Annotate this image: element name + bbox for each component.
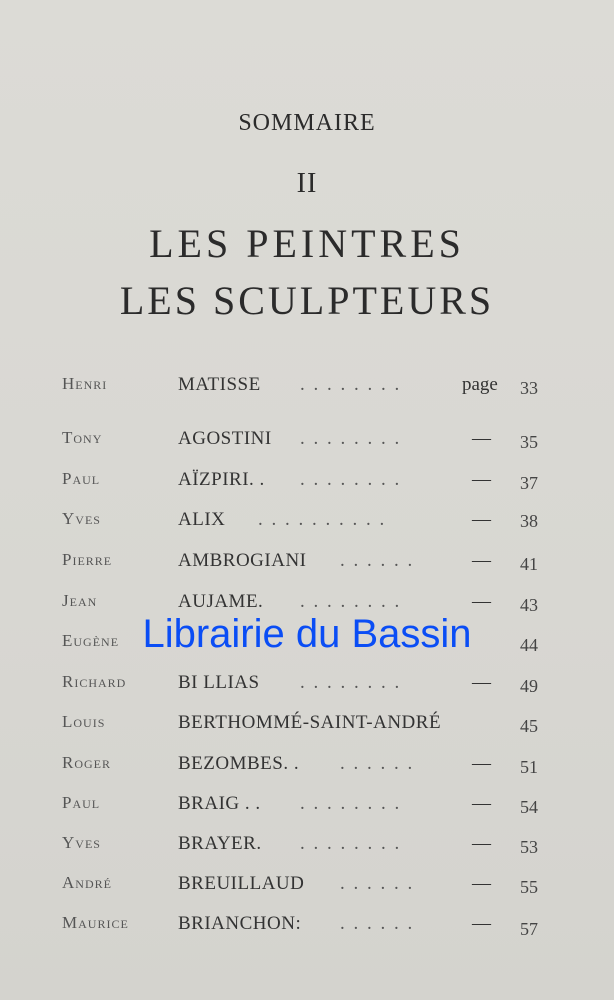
page-marker: — (472, 833, 491, 854)
last-name: AÏZPIRI. . (178, 469, 265, 490)
dot-leader: . . . . . . . . (300, 833, 402, 854)
page-marker: — (472, 550, 491, 571)
toc-entry (0, 753, 614, 783)
page-marker: — (472, 873, 491, 894)
last-name: BI LLIAS (178, 672, 260, 693)
first-name: Pierre (62, 550, 113, 569)
last-name: BERTHOMMÉ-SAINT-ANDRÉ (178, 712, 442, 733)
toc-entry (0, 550, 614, 580)
dot-leader: . . . . . . (340, 913, 415, 934)
page-number: 55 (520, 877, 538, 897)
page-number: 38 (520, 511, 538, 531)
page-marker: — (472, 753, 491, 774)
first-name: Henri (62, 374, 108, 393)
first-name: Louis (62, 712, 106, 731)
page-number: 53 (520, 837, 538, 857)
first-name: Yves (62, 833, 101, 852)
sommaire-heading: SOMMAIRE (238, 110, 376, 136)
first-name: Paul (62, 469, 101, 488)
dot-leader: . . . . . . . . (300, 428, 402, 449)
toc-entry (0, 833, 614, 863)
last-name: BRAIG . . (178, 793, 261, 814)
first-name: Yves (62, 509, 101, 528)
dot-leader: . . . . . . . . . . (258, 509, 387, 530)
dot-leader: . . . . . . . . (300, 469, 402, 490)
first-name: Paul (62, 793, 101, 812)
dot-leader: . . . . . . (340, 873, 415, 894)
page-marker: — (472, 672, 491, 693)
page-number: 41 (520, 554, 538, 574)
page-number: 57 (520, 919, 538, 939)
last-name: MATISSE (178, 374, 261, 395)
page-number: 37 (520, 473, 538, 493)
dot-leader: . . . . . . . . (300, 793, 402, 814)
last-name: BRAYER. (178, 833, 262, 854)
first-name: Eugène (62, 631, 120, 650)
dot-leader: . . . . . . . . (300, 374, 402, 395)
title-line-1: LES PEINTRES (149, 221, 465, 266)
page-number: 44 (520, 635, 538, 655)
last-name: AGOSTINI (178, 428, 272, 449)
watermark-text: Librairie du Bassin (142, 612, 472, 656)
first-name: André (62, 873, 112, 892)
page-number: 33 (520, 378, 538, 398)
last-name: BRIANCHON: (178, 913, 302, 934)
dot-leader: . . . . . . . . (300, 591, 402, 612)
page-number: 45 (520, 716, 538, 736)
first-name: Jean (62, 591, 98, 610)
last-name: BREUILLAUD (178, 873, 305, 894)
page-marker: — (472, 469, 491, 490)
first-name: Maurice (62, 913, 129, 932)
page-marker: — (472, 591, 491, 612)
title-line-2: LES SCULPTEURS (119, 278, 495, 323)
toc-entry (0, 873, 614, 903)
last-name: BEZOMBES. . (178, 753, 300, 774)
volume-number: II (296, 168, 318, 199)
page-number: 54 (520, 797, 538, 817)
page-marker: — (472, 793, 491, 814)
dot-leader: . . . . . . . . (300, 672, 402, 693)
toc-entry (0, 793, 614, 823)
dot-leader: . . . . . . (340, 550, 415, 571)
toc-entry (0, 712, 614, 742)
last-name: AMBROGIANI (178, 550, 307, 571)
first-name: Richard (62, 672, 127, 691)
toc-entry (0, 469, 614, 499)
page-number: 51 (520, 757, 538, 777)
last-name: AUJAME. (178, 591, 264, 612)
page-marker: page (462, 374, 498, 395)
toc-entry (0, 913, 614, 943)
page-marker: — (472, 913, 491, 934)
toc-entry (0, 374, 614, 404)
toc-entry (0, 428, 614, 458)
toc-entry (0, 672, 614, 702)
first-name: Tony (62, 428, 103, 447)
dot-leader: . . . . . . (340, 753, 415, 774)
page-number: 49 (520, 676, 538, 696)
page-marker: — (472, 509, 491, 530)
last-name: ALIX (178, 509, 226, 530)
toc-entry (0, 509, 614, 539)
first-name: Roger (62, 753, 112, 772)
page-marker: — (472, 428, 491, 449)
page-number: 35 (520, 432, 538, 452)
page-number: 43 (520, 595, 538, 615)
